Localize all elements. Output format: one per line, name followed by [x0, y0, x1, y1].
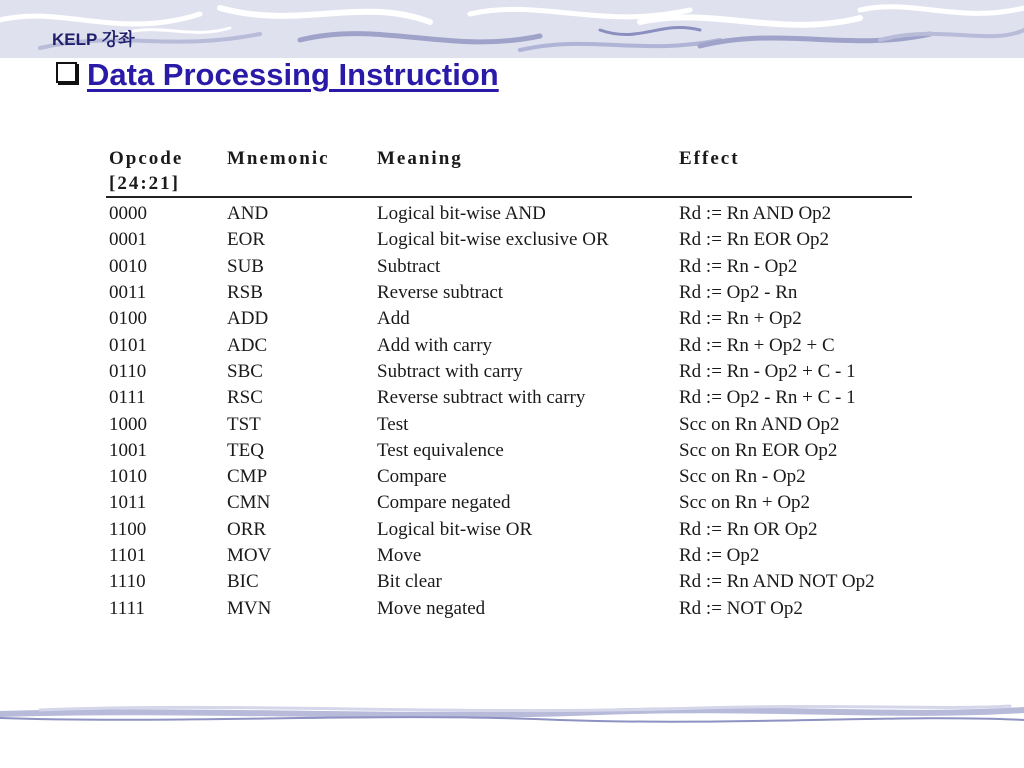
opcode-cell: 1101 [109, 545, 147, 566]
effect-cell: Rd := Rn + Op2 + C [679, 334, 835, 356]
table-row [106, 359, 912, 385]
header-swoosh-decoration [0, 0, 1024, 58]
mnemonic-cell: SUB [227, 255, 264, 277]
opcode-cell: 1011 [109, 492, 147, 514]
table-row [106, 517, 912, 543]
meaning-cell: Reverse subtract [377, 282, 504, 304]
effect-cell: Rd := Rn - Op2 [679, 255, 798, 277]
effect-cell: Rd := Rn AND Op2 [679, 203, 832, 225]
meaning-cell: Test [377, 413, 409, 435]
meaning-cell: Add [377, 308, 410, 330]
meaning-cell: Reverse subtract with carry [377, 387, 586, 409]
effect-cell: Rd := Op2 [679, 545, 760, 566]
effect-cell: Scc on Rn EOR Op2 [679, 439, 838, 461]
table-header-row [106, 144, 912, 197]
slide-title-text: Data Processing Instruction [87, 57, 499, 92]
opcode-cell: 0101 [109, 334, 147, 356]
mnemonic-cell: MVN [227, 597, 272, 619]
effect-cell: Scc on Rn - Op2 [679, 466, 806, 488]
mnemonic-cell: EOR [227, 229, 265, 251]
mnemonic-cell: MOV [227, 545, 272, 566]
effect-cell: Rd := Rn - Op2 + C - 1 [679, 360, 856, 382]
column-header: Opcode [24:21] [106, 144, 224, 197]
meaning-cell: Logical bit-wise OR [377, 518, 533, 540]
footer-band [0, 698, 1024, 738]
effect-cell: Rd := Op2 - Rn [679, 282, 798, 304]
meaning-cell: Add with carry [377, 334, 493, 356]
table-row [106, 280, 912, 306]
effect-cell: Rd := Rn EOR Op2 [679, 229, 830, 251]
checkbox-bullet-icon [56, 62, 77, 83]
meaning-cell: Move negated [377, 597, 486, 619]
table-row [106, 332, 912, 358]
mnemonic-cell: SBC [227, 360, 263, 382]
effect-cell: Scc on Rn AND Op2 [679, 413, 840, 435]
table-row [106, 490, 912, 516]
opcode-cell: 1111 [109, 597, 145, 619]
opcode-cell: 1000 [109, 413, 147, 435]
mnemonic-cell: RSC [227, 387, 263, 409]
effect-cell: Rd := Op2 - Rn + C - 1 [679, 387, 856, 409]
brand-label: KELP 강좌 [52, 30, 135, 49]
opcode-cell: 0111 [109, 387, 146, 409]
meaning-cell: Subtract with carry [377, 360, 523, 382]
meaning-cell: Move [377, 545, 422, 566]
column-header: Meaning [374, 144, 676, 197]
mnemonic-cell: AND [227, 203, 269, 225]
effect-cell: Rd := Rn + Op2 [679, 308, 802, 330]
effect-cell: Rd := Rn OR Op2 [679, 518, 818, 540]
opcode-cell: 1001 [109, 439, 147, 461]
effect-cell: Scc on Rn + Op2 [679, 492, 811, 514]
meaning-cell: Bit clear [377, 571, 442, 593]
table-body [106, 197, 912, 622]
mnemonic-cell: ADD [227, 308, 269, 330]
opcode-table [106, 144, 912, 622]
table-row [106, 411, 912, 437]
opcode-cell: 1010 [109, 466, 147, 488]
meaning-cell: Test equivalence [377, 439, 504, 461]
opcode-cell: 0010 [109, 255, 147, 277]
opcode-cell: 1110 [109, 571, 146, 593]
column-header: Mnemonic [224, 144, 374, 197]
meaning-cell: Logical bit-wise exclusive OR [377, 229, 609, 251]
table-row [106, 595, 912, 621]
mnemonic-cell: RSB [227, 282, 263, 304]
opcode-cell: 0110 [109, 360, 147, 382]
meaning-cell: Subtract [377, 255, 441, 277]
table-row [106, 197, 912, 227]
mnemonic-cell: ADC [227, 334, 268, 356]
mnemonic-cell: CMP [227, 466, 268, 488]
table-row [106, 464, 912, 490]
meaning-cell: Compare [377, 466, 447, 488]
opcode-cell: 0001 [109, 229, 147, 251]
slide-title [56, 57, 499, 93]
table-row [106, 306, 912, 332]
meaning-cell: Logical bit-wise AND [377, 203, 546, 225]
opcode-cell: 0011 [109, 282, 147, 304]
opcode-cell: 1100 [109, 518, 147, 540]
effect-cell: Rd := Rn AND NOT Op2 [679, 571, 875, 593]
opcode-cell: 0000 [109, 203, 147, 225]
table-row [106, 543, 912, 569]
table-row [106, 438, 912, 464]
footer-swoosh-decoration [0, 698, 1024, 738]
mnemonic-cell: TEQ [227, 439, 264, 461]
header-band [0, 0, 1024, 58]
mnemonic-cell: ORR [227, 518, 267, 540]
opcode-cell: 0100 [109, 308, 147, 330]
column-header: Effect [676, 144, 912, 197]
table-row [106, 254, 912, 280]
table-row [106, 569, 912, 595]
table-row [106, 227, 912, 253]
effect-cell: Rd := NOT Op2 [679, 597, 803, 619]
mnemonic-cell: TST [227, 413, 261, 435]
meaning-cell: Compare negated [377, 492, 511, 514]
table-row [106, 385, 912, 411]
mnemonic-cell: CMN [227, 492, 271, 514]
mnemonic-cell: BIC [227, 571, 259, 593]
